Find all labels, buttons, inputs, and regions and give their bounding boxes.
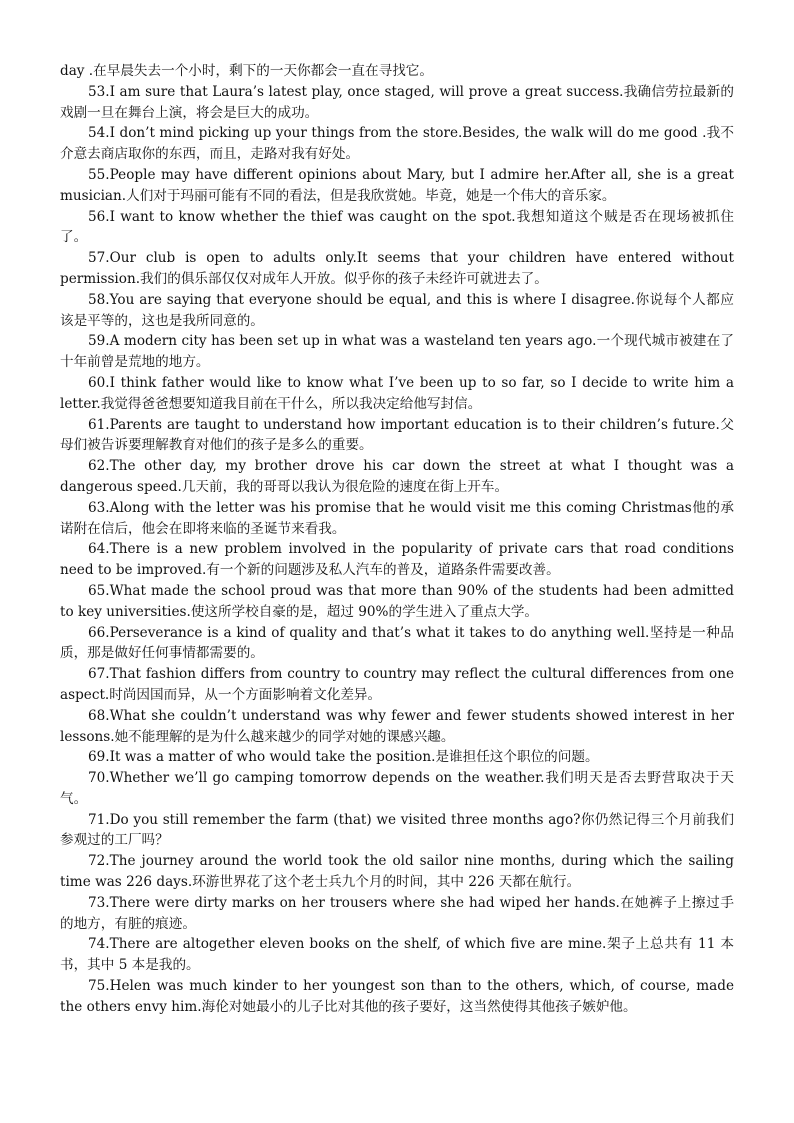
chinese-translation: 时尚因国而异，从一个方面影响着文化差异。 — [109, 686, 382, 703]
chinese-translation: 一个现代城市被建在了十年前曾是荒地的地方。 — [60, 333, 734, 371]
chinese-translation: 在她裤子上擦过手的地方，有脏的痕迹。 — [60, 894, 734, 932]
chinese-translation: 使这所学校自豪的是，超过 90%的学生进入了重点大学。 — [190, 603, 539, 620]
item-number: 65. — [88, 582, 110, 599]
chinese-translation: 我想知道这个贼是否在现场被抓住了。 — [60, 208, 735, 246]
chinese-translation: 她不能理解的是为什么越来越少的同学对她的课感兴趣。 — [114, 728, 455, 745]
item-number: 59. — [88, 333, 110, 350]
sentence-item — [60, 123, 734, 165]
item-number: 68. — [88, 707, 110, 724]
chinese-translation: 几天前，我的哥哥以我认为很危险的速度在街上开车。 — [181, 478, 509, 495]
sentence-item — [60, 851, 734, 893]
item-number: 64. — [88, 541, 110, 558]
chinese-translation: 坚持是一种品质，那是做好任何事情都需要的。 — [60, 624, 734, 662]
sentence-item — [60, 331, 734, 373]
sentence-item — [60, 373, 734, 415]
english-sentence: Perseverance is a kind of quality and that’s what it takes to do anything well. — [109, 624, 650, 641]
english-sentence: The other day, my brother drove his car down the street at what I thought was a dangerous speed. — [60, 458, 734, 495]
sentence-item — [60, 498, 734, 540]
english-sentence: What she couldn’t understand was why fewer and fewer students showed interest in her lessons. — [60, 707, 734, 745]
chinese-translation: 我不介意去商店取你的东西，而且，走路对我有好处。 — [60, 125, 734, 163]
item-number: 75. — [88, 978, 110, 995]
english-sentence: I want to know whether the thief was caught on the spot. — [109, 208, 516, 225]
sentence-item — [60, 415, 734, 457]
intro-paragraph — [60, 61, 734, 82]
sentence-item — [60, 248, 734, 290]
english-sentence: Parents are taught to understand how important education is to their children’s future. — [109, 416, 720, 433]
english-sentence: Along with the letter was his promise that he would visit me this coming Christmas — [109, 499, 692, 516]
sentence-item — [60, 893, 734, 935]
item-number: 55. — [88, 166, 110, 183]
english-sentence: I don’t mind picking up your things from the store.Besides, the walk will do me good . — [109, 125, 707, 142]
sentence-item — [60, 706, 734, 748]
english-sentence: It was a matter of who would take the position. — [109, 749, 436, 766]
chinese-translation: 架子上总共有 11 本书，其中 5 本是我的。 — [60, 936, 734, 974]
english-sentence: I think father would like to know what I’ve been up to so far, so I decide to write him a letter. — [60, 374, 734, 412]
chinese-translation: 父母们被告诉要理解教育对他们的孩子是多么的重要。 — [60, 416, 735, 454]
chinese-translation: 人们对于玛丽可能有不同的看法，但是我欣赏她。毕竟，她是一个伟大的音乐家。 — [126, 187, 616, 204]
sentence-item — [60, 207, 734, 249]
english-sentence: Whether we’ll go camping tomorrow depends on the weather. — [109, 770, 545, 787]
english-sentence: That fashion differs from country to country may reflect the cultural differences from one aspect. — [60, 666, 734, 703]
chinese-translation: 他的承诺附在信后，他会在即将来临的圣诞节来看我。 — [60, 499, 734, 537]
chinese-translation: 是谁担任这个职位的问题。 — [435, 749, 599, 766]
item-number: 61. — [88, 416, 110, 433]
item-number: 66. — [88, 624, 110, 641]
item-number: 56. — [88, 208, 110, 225]
english-sentence: People may have different opinions about Mary, but I admire her.After all, she is a great musician. — [60, 166, 734, 204]
item-number: 58. — [88, 291, 110, 308]
item-number: 72. — [88, 853, 110, 870]
english-sentence: I am sure that Laura’s latest play, once staged, will prove a great success. — [109, 83, 624, 100]
sentence-item — [60, 623, 734, 665]
item-number: 54. — [88, 125, 110, 142]
sentence-item — [60, 664, 734, 706]
sentence-item — [60, 976, 734, 1018]
chinese-translation: 有一个新的问题涉及私人汽车的普及，道路条件需要改善。 — [206, 562, 560, 579]
english-sentence: The journey around the world took the old sailor nine months, during which the sailing time was 226 days. — [60, 853, 734, 891]
sentence-item — [60, 934, 734, 976]
item-number: 73. — [88, 894, 110, 911]
chinese-translation: 海伦对她最小的儿子比对其他的孩子要好，这当然使得其他孩子嫉妒他。 — [201, 998, 637, 1015]
intro-text: day .在早晨失去一个小时，剩下的一天你都会一直在寻找它。 — [60, 63, 433, 79]
english-sentence: Do you still remember the farm (that) we visited three months ago? — [109, 811, 581, 828]
english-sentence: A modern city has been set up in what was a wasteland ten years ago. — [109, 333, 597, 350]
chinese-translation: 环游世界花了这个老士兵九个月的时间，其中 226 天都在航行。 — [192, 874, 581, 891]
sentence-item — [60, 747, 734, 768]
english-sentence: Our club is open to adults only.It seems that your children have entered without permission. — [60, 250, 734, 287]
chinese-translation: 我觉得爸爸想要知道我目前在干什么，所以我决定给他写封信。 — [100, 395, 482, 412]
sentence-item — [60, 581, 734, 623]
chinese-translation: 你说每个人都应该是平等的，这也是我所同意的。 — [60, 291, 735, 329]
english-sentence: You are saying that everyone should be equal, and this is where I disagree. — [109, 291, 635, 308]
item-number: 62. — [88, 458, 110, 475]
chinese-translation: 我确信劳拉最新的戏剧一旦在舞台上演，将会是巨大的成功。 — [60, 83, 734, 121]
chinese-translation: 我们明天是否去野营取决于天气。 — [60, 770, 734, 807]
sentence-list — [60, 82, 734, 1018]
item-number: 53. — [88, 83, 110, 100]
document-page — [60, 61, 734, 1018]
item-number: 69. — [88, 749, 110, 766]
english-sentence: There are altogether eleven books on the shelf, of which five are mine. — [109, 936, 607, 953]
sentence-item — [60, 768, 734, 810]
item-number: 67. — [88, 666, 110, 683]
sentence-item — [60, 456, 734, 498]
item-number: 63. — [88, 499, 110, 516]
sentence-item — [60, 82, 734, 124]
item-number: 70. — [88, 770, 110, 787]
chinese-translation: 你仍然记得三个月前我们参观过的工厂吗？ — [60, 811, 735, 849]
english-sentence: What made the school proud was that more than 90% of the students had been admitted to key universities. — [60, 582, 734, 620]
english-sentence: There is a new problem involved in the popularity of private cars that road conditions need to be improved. — [60, 541, 734, 579]
item-number: 71. — [88, 811, 110, 828]
english-sentence: There were dirty marks on her trousers where she had wiped her hands. — [109, 894, 620, 911]
item-number: 60. — [88, 374, 110, 391]
item-number: 57. — [88, 250, 110, 267]
sentence-item — [60, 539, 734, 581]
english-sentence: Helen was much kinder to her youngest son than to the others, which, of course, made the others envy him. — [60, 978, 734, 1015]
sentence-item — [60, 810, 734, 852]
sentence-item — [60, 290, 734, 332]
item-number: 74. — [88, 936, 110, 953]
sentence-item — [60, 165, 734, 207]
chinese-translation: 我们的俱乐部仅仅对成年人开放。似乎你的孩子未经许可就进去了。 — [140, 270, 548, 287]
